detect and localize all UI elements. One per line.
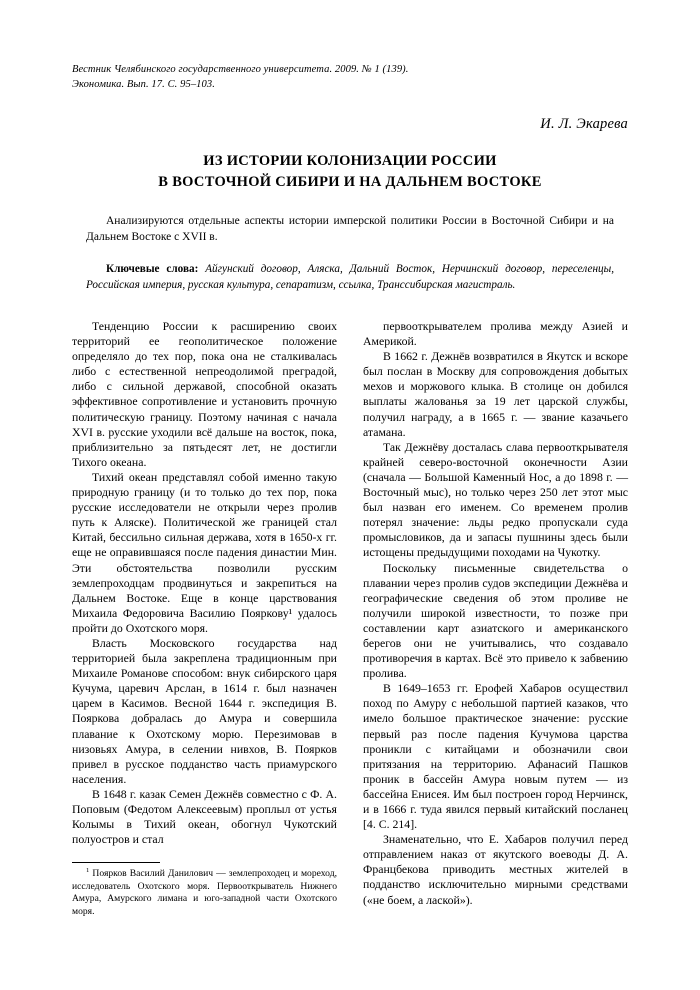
keywords-label: Ключевые слова: [106,263,199,275]
footnote-area [72,856,337,918]
footnote-text: Поярков Василий Данилович — землепроходец и мореход, исследователь Охотского моря. Первооткрыватель Нижнего Амура, Амурского лимана и юго-западной части Охотского моря. [72,868,337,918]
paragraph: В 1649–1653 гг. Ерофей Хабаров осуществил поход по Амуру с небольшой партией казаков, что имело большое практическое значение: русские первый раз после падения Кучумова царства проникли с китайцами и обозначили свои притязания на территорию. Афанасий Пашков проник в бассейн Амура новым путем — из бассейна Енисея. Им был построен город Нерчинск, и в 1666 г. туда явился первый китайский посланец [4. С. 214]. [363,681,628,832]
paragraph: Тенденцию России к расширению своих территорий ее геополитическое положение определяло до тех пор, пока она не сталкивалась либо с естественной непреодолимой преградой, либо с сильной державой, способной оказать эффективное сопротивление и установить прочную политическую границу. Поэтому начиная с начала XVI в. русские уходили всё дальше на восток, пока, приблизительно за пятьдесят лет, не достигли Тихого океана. [72,319,337,469]
body-column-right [363,319,628,908]
paragraph: Тихий океан представлял собой именно такую природную границу (и то только до тех пор, пока русские исследователи не открыли через пролив путь к Аляске). Политической же границей стал Китай, бессильно сильная держава, хотя в 1650-х гг. еще не оправившаяся после падения династии Мин. Эти обстоятельства позволили русским землепроходцам продвинуться и закрепиться на Дальнем Востоке. Еще в конце царствования Михаила Федоровича Василию Пояркову¹ удалось пройти до Охотского моря. [72,469,337,635]
footnote [72,868,337,918]
paragraph: Поскольку письменные свидетельства о плавании через пролив судов экспедиции Дежнёва и географические сведения об этом проливе не получили широкой известности, то позже при составлении карт азиатского и американского берегов они не учитывались, что создавало противоречия в картах. Всё это привело к забвению пролива. [363,560,628,681]
paragraph: Знаменательно, что Е. Хабаров получил перед отправлением наказ от якутского воеводы Д. А. Францбекова приводить местных жителей в подданство исключительно мирными средствами («не боем, а лаской»). [363,832,628,907]
journal-header-line-2: Экономика. Вып. 17. С. 95–103. [72,79,215,90]
article-body [72,319,628,919]
paragraph: В 1648 г. казак Семен Дежнёв совместно с Ф. А. Поповым (Федотом Алексеевым) проплыл от устья Колымы в Тихий океан, обогнул Чукотский полуостров и стал [72,786,337,847]
paragraph: Власть Московского государства над территорией была закреплена традиционным при Михаиле Романове способом: внук сибирского царя Кучума, царевич Арслан, в 1614 г. был назначен царем в Касимов. Весной 1644 г. экспедиция В. Пояркова добралась до Амура и совершила плавание к Охотскому морю. Перезимовав в низовьях Амура, в селении нивхов, В. Поярков привел в русское подданство часть приамурского населения. [72,635,337,786]
article-abstract: Анализируются отдельные аспекты истории имперской политики России в Восточной Сибири и на Дальнем Востоке с XVII в. [86,215,614,243]
footnote-separator [72,862,160,863]
article-title [72,151,628,193]
paragraph: первооткрывателем пролива между Азией и Америкой. [363,319,628,349]
paragraph: Так Дежнёву досталась слава первооткрывателя крайней северо-восточной оконечности Азии (сначала — Большой Каменный Нос, а до 1898 г. — Восточный мыс), но только через 250 лет этот мыс был назван его именем. Со временем пролив потерял значение: льды редко пропускали суда промысловиков, да и запасы пушнины здесь были истощены предыдущими походами на Чукотку. [363,439,628,560]
article-title-line-1: ИЗ ИСТОРИИ КОЛОНИЗАЦИИ РОССИИ [203,153,497,169]
article-author: И. Л. Экарева [540,116,628,132]
journal-header-line-1: Вестник Челябинского государственного университета. 2009. № 1 (139). [72,64,409,75]
footnote-marker: 1 [86,867,90,875]
article-title-line-2: В ВОСТОЧНОЙ СИБИРИ И НА ДАЛЬНЕМ ВОСТОКЕ [158,174,542,190]
paragraph: В 1662 г. Дежнёв возвратился в Якутск и вскоре был послан в Москву для сопровождения добытых мехов и моржового клыка. В столице он добился выплаты жалованья за 19 лет царской службы, получил награду, а в 1665 г. — звание казачьего атамана. [363,349,628,439]
article-keywords [72,261,628,293]
body-column-left [72,319,337,919]
keywords-list: Айгунский договор, Аляска, Дальний Восток, Нерчинский договор, переселенцы, Российская империя, русская культура, сепаратизм, ссылка, Транссибирская магистраль. [86,263,615,291]
